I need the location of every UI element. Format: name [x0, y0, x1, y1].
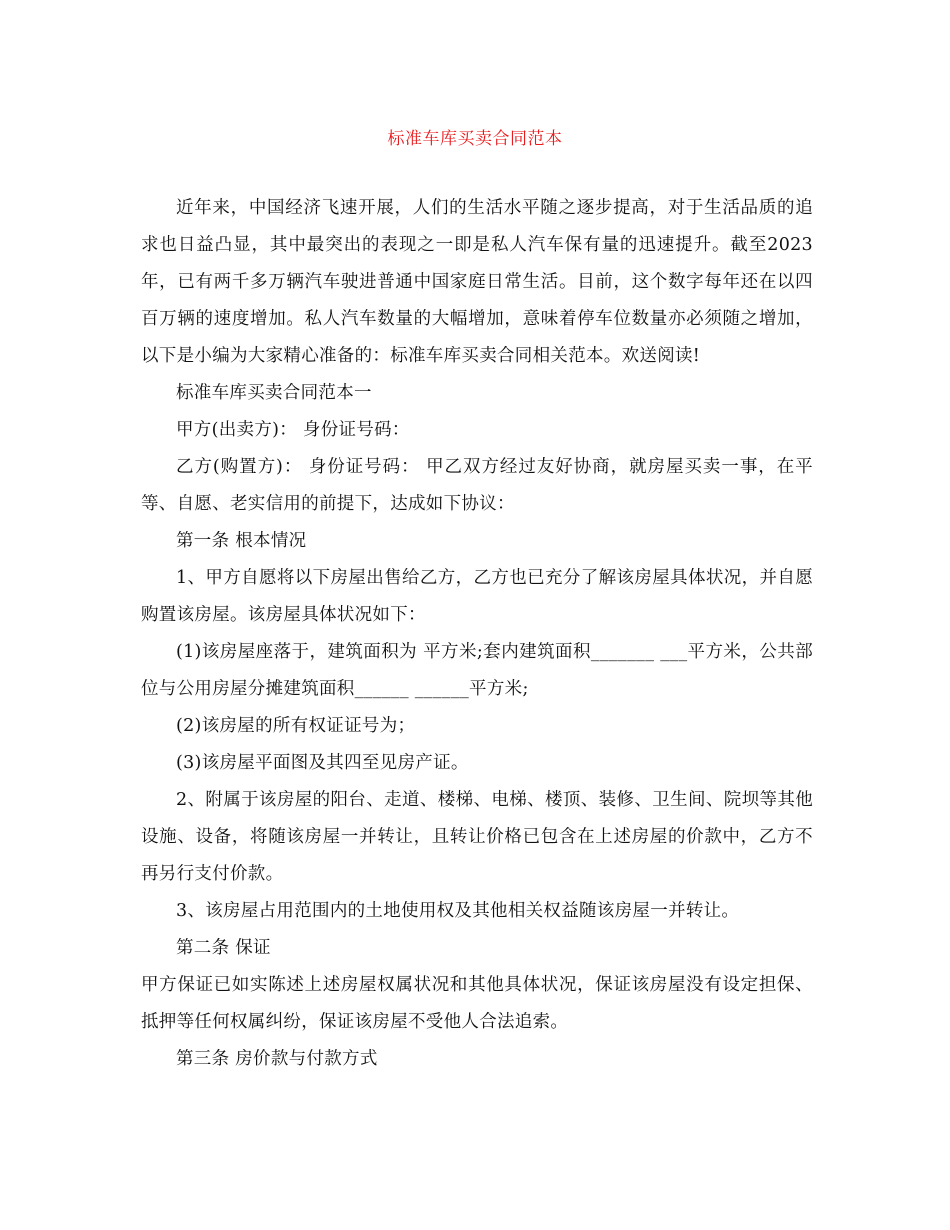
article-2-text: 甲方保证已如实陈述上述房屋权属状况和其他具体状况，保证该房屋没有设定担保、抵押等任何权属纠纷，保证该房屋不受他人合法追索。 — [141, 975, 813, 1032]
clause-1: 1、甲方自愿将以下房屋出售给乙方，乙方也已充分了解该房屋具体状况，并自愿购置该房屋。该房屋具体状况如下： — [141, 568, 813, 625]
document-body — [141, 190, 813, 1078]
contract-subtitle: 标准车库买卖合同范本一 — [176, 383, 372, 403]
clause-1-item-1: (1)该房屋座落于，建筑面积为 平方米;套内建筑面积_______ ___平方米，公共部位与公用房屋分摊建筑面积______ ______平方米; — [141, 642, 813, 699]
party-b-line: 乙方(购置方)： 身份证号码： 甲乙双方经过友好协商，就房屋买卖一事，在平等、自愿、老实信用的前提下，达成如下协议： — [141, 457, 813, 514]
clause-2: 2、附属于该房屋的阳台、走道、楼梯、电梯、楼顶、装修、卫生间、院坝等其他设施、设备，将随该房屋一并转让，且转让价格已包含在上述房屋的价款中，乙方不再另行支付价款。 — [141, 790, 813, 884]
clause-3: 3、该房屋占用范围内的土地使用权及其他相关权益随该房屋一并转让。 — [176, 901, 740, 921]
article-1-heading: 第一条 根本情况 — [176, 531, 307, 551]
article-3-heading: 第三条 房价款与付款方式 — [176, 1049, 378, 1069]
clause-1-item-3: (3)该房屋平面图及其四至见房产证。 — [176, 753, 469, 773]
party-a-line: 甲方(出卖方)： 身份证号码： — [176, 420, 410, 440]
intro-paragraph: 近年来，中国经济飞速开展，人们的生活水平随之逐步提高，对于生活品质的追求也日益凸显，其中最突出的表现之一即是私人汽车保有量的迅速提升。截至2023年，已有两千多万辆汽车驶进普通中国家庭日常生活。目前，这个数字每年还在以四百万辆的速度增加。私人汽车数量的大幅增加，意味着停车位数量亦必须随之增加，以下是小编为大家精心准备的：标准车库买卖合同相关范本。欢送阅读! — [141, 198, 813, 366]
clause-1-item-2: (2)该房屋的所有权证证号为； — [176, 716, 416, 736]
document-title: 标准车库买卖合同范本 — [387, 129, 563, 149]
article-2-heading: 第二条 保证 — [176, 938, 271, 958]
